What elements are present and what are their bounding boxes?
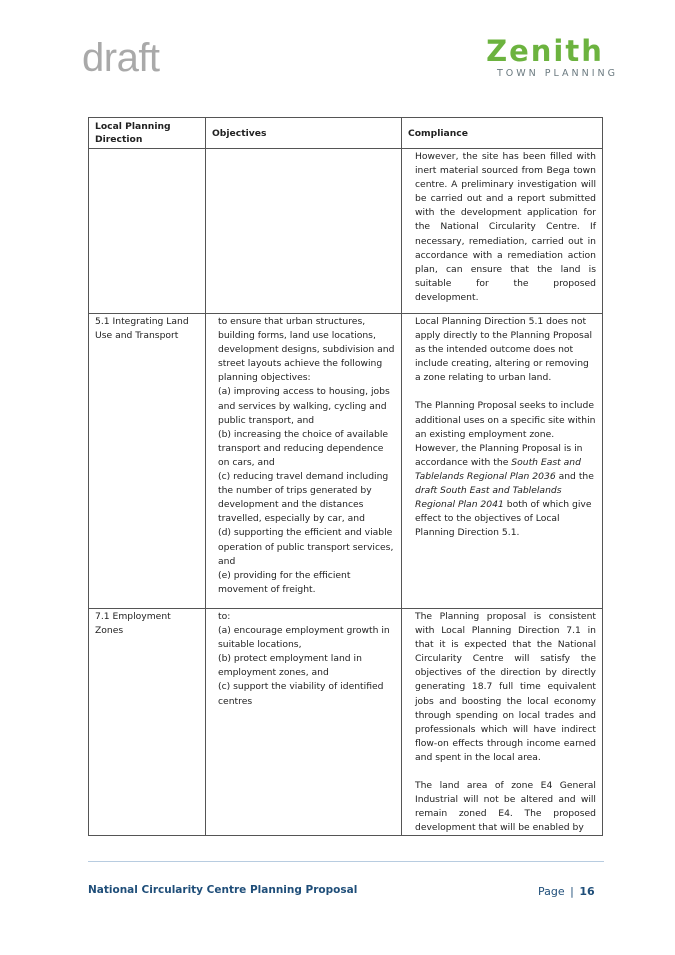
cell-compliance — [402, 609, 603, 836]
logo-tagline: TOWN PLANNING — [496, 68, 618, 79]
compliance-paragraph: The Planning Proposal seeks to include additional uses on a specific site within an existing employment zone. However, the Planning Proposal is in accordance with the South East and Tablelands Regional Plan 2036 and the draft South East and Tablelands Regional Plan 2041 both of which give effect to the objectives of Local Planning Direction 5.1. — [415, 400, 596, 539]
objective-line: (e) providing for the efficient movement of freight. — [218, 569, 351, 595]
table-header-row — [89, 118, 603, 149]
cell-objectives — [206, 149, 402, 314]
table-row — [89, 314, 603, 609]
objective-line: (a) encourage employment growth in suitable locations, — [218, 625, 390, 651]
footer-document-title: National Circularity Centre Planning Proposal — [88, 884, 358, 896]
cell-direction — [89, 149, 206, 314]
header-compliance: Compliance — [402, 118, 603, 149]
cell-direction: 7.1 Employment Zones — [89, 609, 206, 836]
objective-line: (c) support the viability of identified centres — [218, 681, 384, 707]
cell-compliance: However, the site has been filled with inert material sourced from Bega town centre. A preliminary investigation will be carried out and a report submitted with the development application for the National Circularity Centre. If necessary, remediation, carried out in accordance with a remediation action plan, can ensure that the land is suitable for the proposed development. — [402, 149, 603, 314]
cell-direction: 5.1 Integrating Land Use and Transport — [89, 314, 206, 609]
planning-directions-table — [88, 117, 603, 836]
plan-title-2041: draft South East and Tablelands Regional Plan 2041 — [415, 485, 562, 511]
draft-watermark: draft — [82, 36, 160, 80]
objective-line: to: — [218, 611, 231, 622]
logo-wordmark: Zenith — [486, 34, 604, 68]
header-direction: Local Planning Direction — [89, 118, 206, 149]
compliance-paragraph: Local Planning Direction 5.1 does not apply directly to the Planning Proposal as the intended outcome does not include creating, altering or removing a zone relating to urban land. — [415, 316, 593, 384]
objective-line: (b) protect employment land in employment zones, and — [218, 653, 362, 679]
objective-line: (b) increasing the choice of available transport and reducing dependence on cars, and — [218, 428, 389, 468]
cell-objectives — [206, 314, 402, 609]
objective-line: (a) improving access to housing, jobs and services by walking, cycling and public transport, and — [218, 386, 390, 426]
page-number: Page | 16 — [538, 885, 595, 898]
compliance-paragraph: The land area of zone E4 General Industrial will not be altered and will remain zoned E4. The proposed development that will be enabled by — [415, 780, 596, 834]
objective-line: to ensure that urban structures, building forms, land use locations, development designs, subdivision and street layouts achieve the following planning objectives: — [218, 316, 395, 384]
footer-divider — [88, 861, 604, 862]
compliance-paragraph: The Planning proposal is consistent with Local Planning Direction 7.1 in that it is expected that the National Circularity Centre will satisfy the objectives of the direction by directly generating 18.7 full time equivalent jobs and boosting the local economy through spending on local trades and professionals which will have indirect flow-on effects through income earned and spent in the local area. — [415, 611, 596, 763]
objective-line: (d) supporting the efficient and viable operation of public transport services, and — [218, 527, 394, 567]
cell-objectives — [206, 609, 402, 836]
table-row — [89, 609, 603, 836]
cell-compliance — [402, 314, 603, 609]
plan-title-2036: South East and Tablelands Regional Plan 2036 — [415, 456, 581, 482]
table-row — [89, 149, 603, 314]
header-objectives: Objectives — [206, 118, 402, 149]
objective-line: (c) reducing travel demand including the number of trips generated by development and the distances travelled, especially by car, and — [218, 471, 389, 525]
zenith-logo — [470, 36, 620, 79]
